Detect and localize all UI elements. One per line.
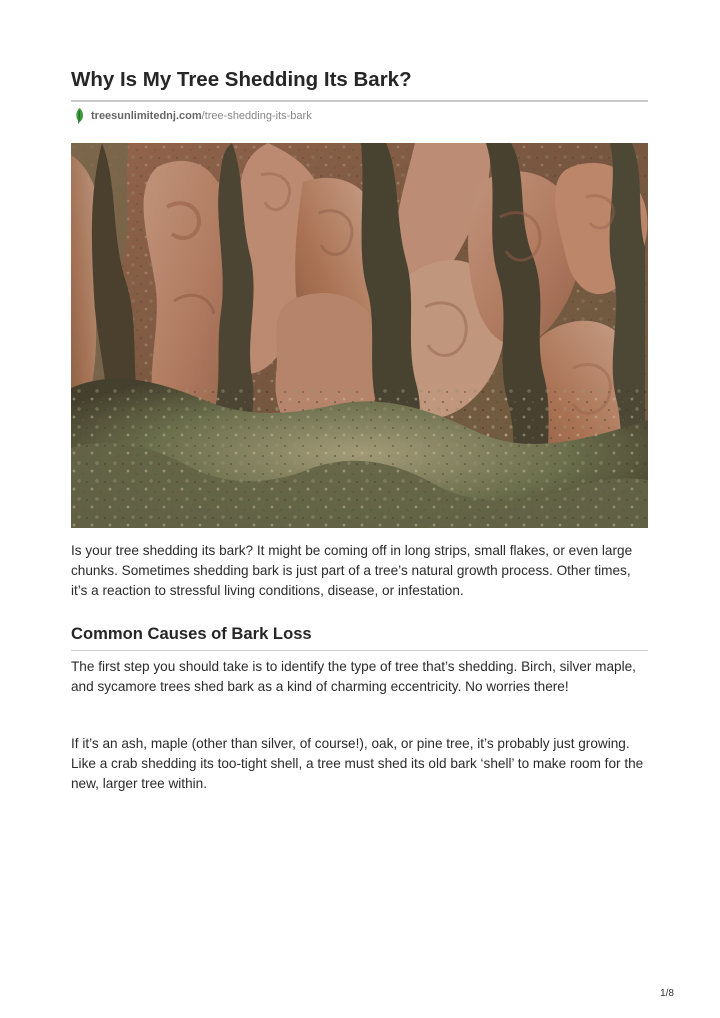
section-heading: Common Causes of Bark Loss	[71, 624, 312, 643]
intro-paragraph: Is your tree shedding its bark? It might be coming off in long strips, small flakes, or even large chunks. Sometimes shedding bark is just part of a tree’s natural growth process. Other times, it’s a reaction to stressful living conditions, disease, or infestation.	[71, 543, 633, 599]
source-link[interactable]	[73, 108, 312, 124]
section-divider	[71, 650, 648, 651]
source-domain: treesunlimitednj.com	[91, 110, 202, 122]
source-path: /tree-shedding-its-bark	[201, 110, 312, 122]
section-paragraph: If it’s an ash, maple (other than silver, of course!), oak, or pine tree, it’s probably just growing. Like a crab shedding its too-tight shell, a tree must shed its old bark ‘shell’ to make room for the new, larger tree within.	[71, 736, 644, 792]
title-divider	[71, 100, 648, 102]
tree-bark-photo	[71, 143, 648, 528]
article-title: Why Is My Tree Shedding Its Bark?	[71, 68, 412, 91]
section-paragraph: The first step you should take is to identify the type of tree that’s shedding. Birch, silver maple, and sycamore trees shed bark as a kind of charming eccentricity. No worries there!	[71, 659, 636, 695]
leaf-icon	[73, 108, 85, 124]
page-number: 1/8	[660, 988, 674, 999]
